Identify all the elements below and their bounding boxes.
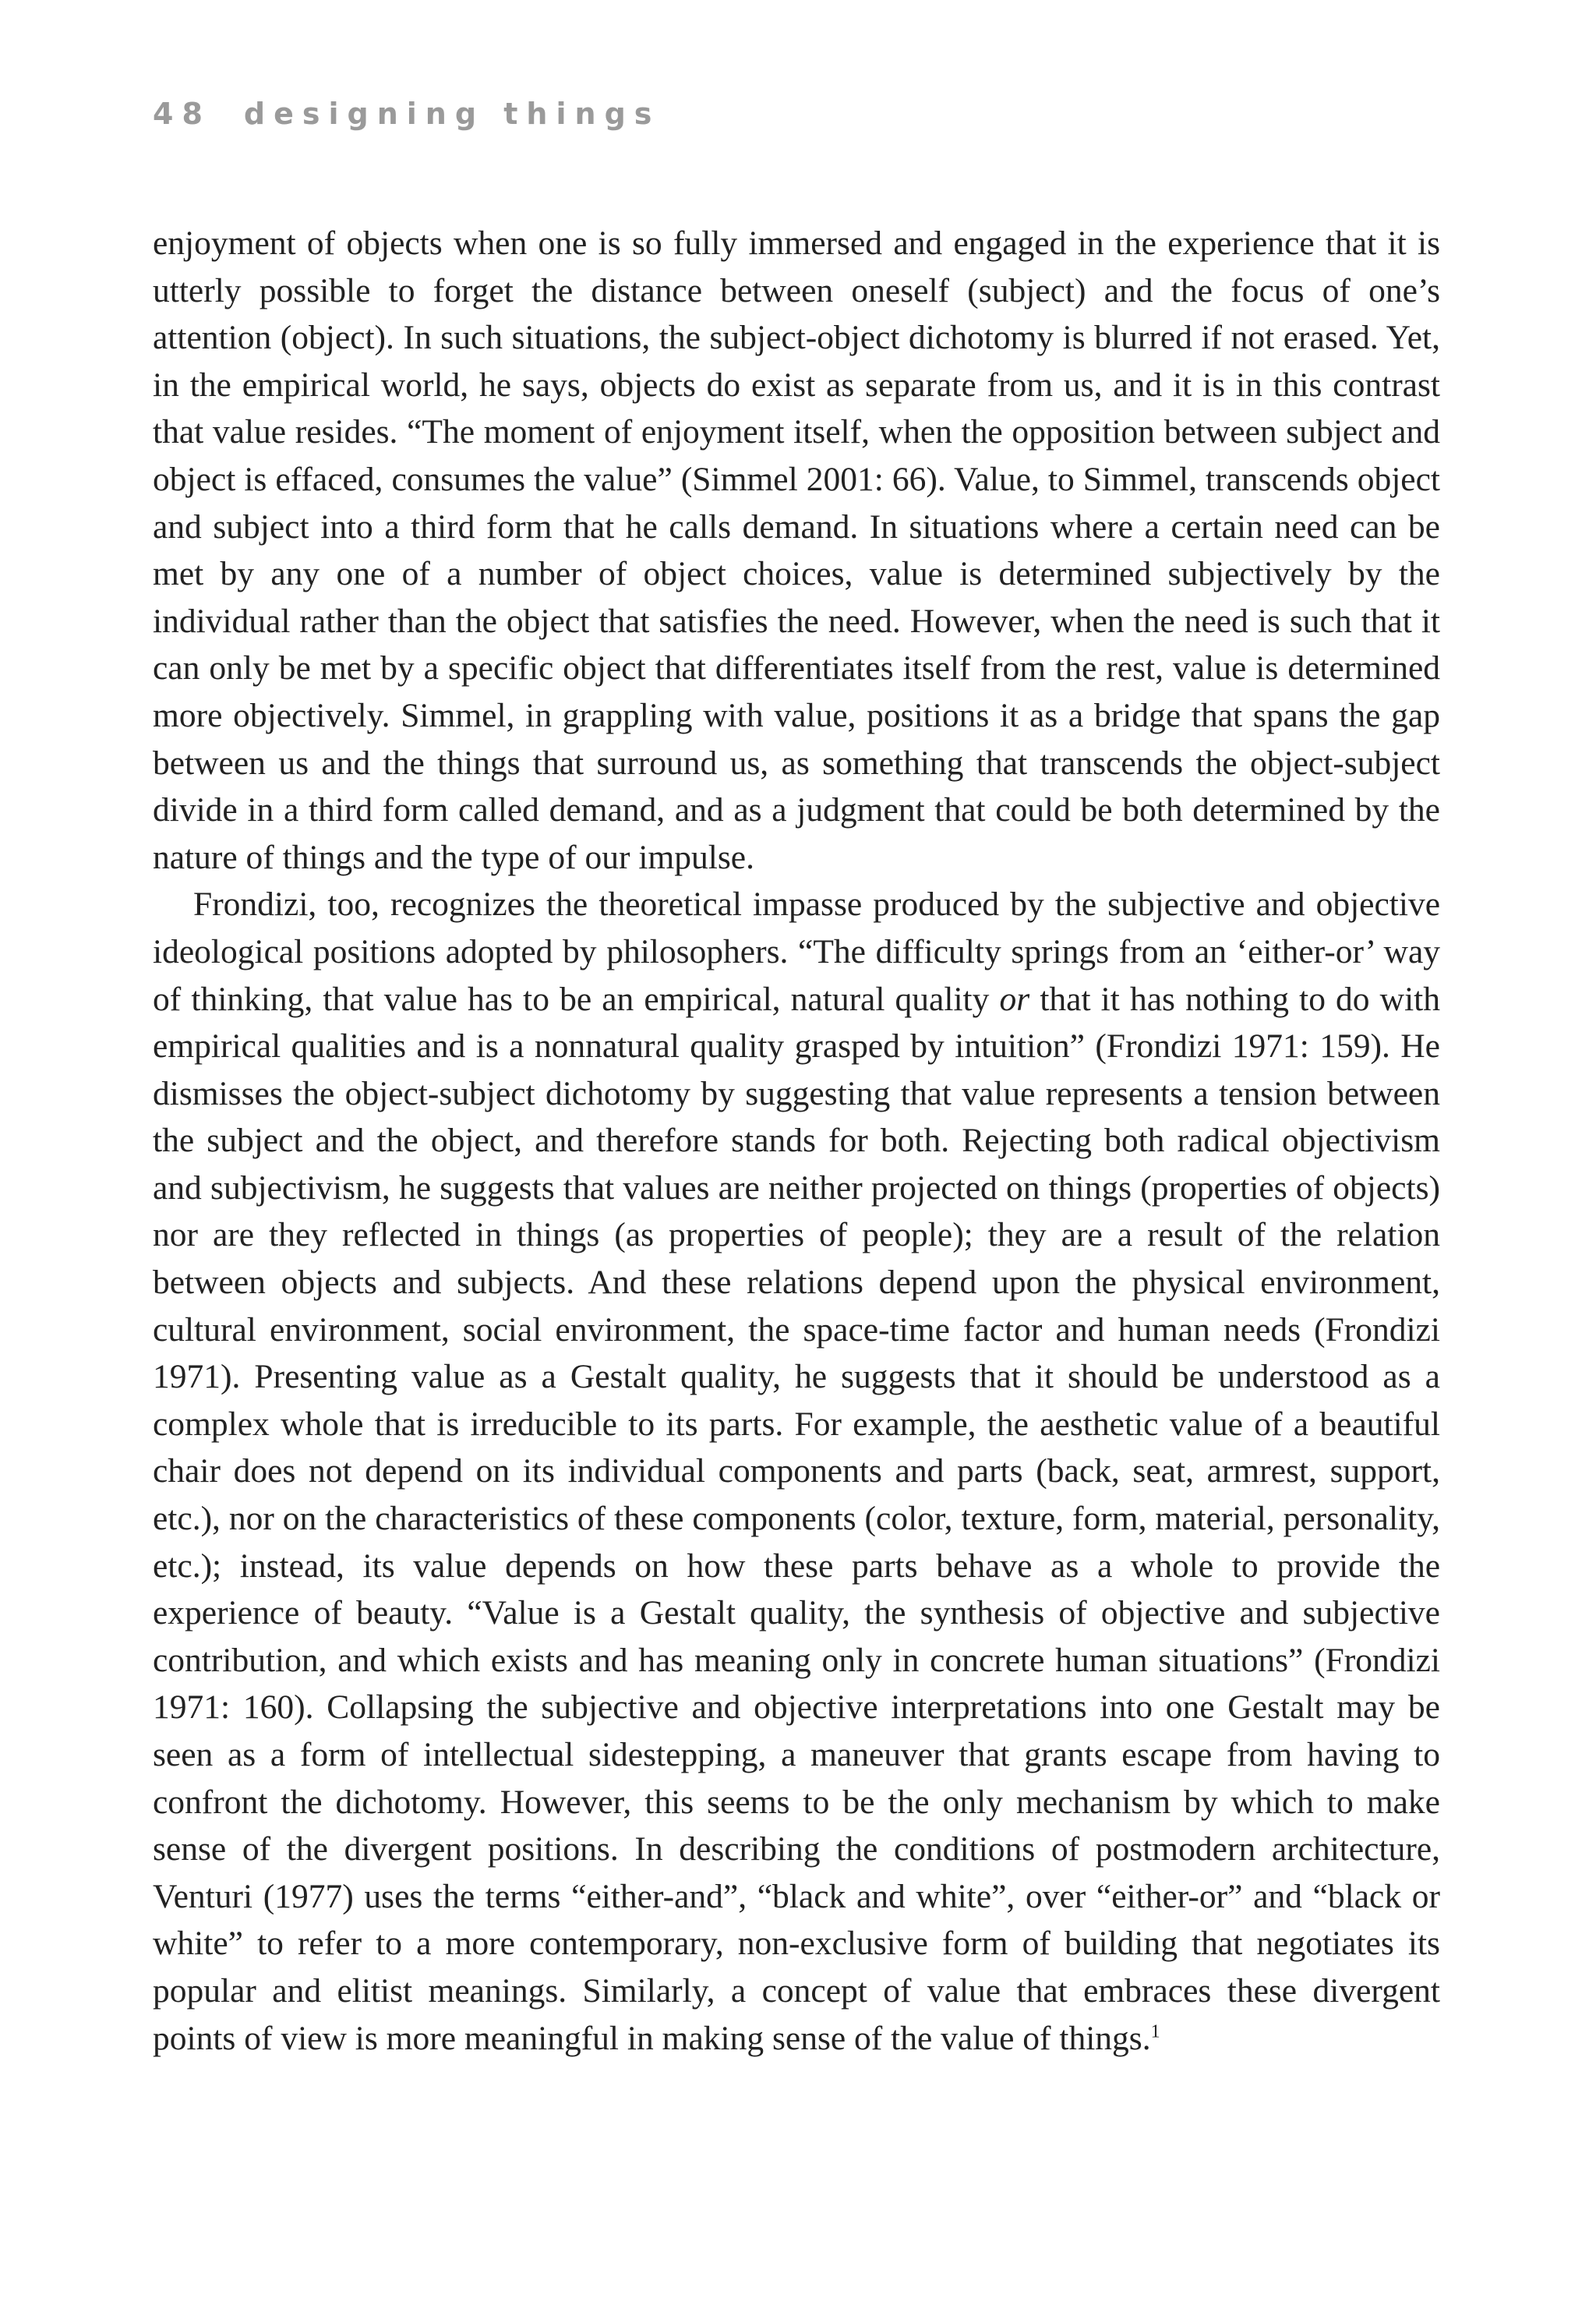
body-text xyxy=(153,220,1440,2062)
page-number: 48 xyxy=(153,97,211,131)
paragraph-2-text-b: that it has nothing to do with empirical qualities and is a nonnatural quality grasped by intuition” (Frondizi 1971: 159). He dismisses the object-subject dichotomy by suggesting that value represents a tension between the subject and the object, and therefore stands for both. Rejecting both radical objectivism and subjectivism, he suggests that values are neither projected on things (properties of objects) nor are they reflected in things (as properties of people); they are a result of the relation between objects and subjects. And these relations depend upon the physical environment, cultural environment, social environment, the space-time factor and human needs (Frondizi 1971). Presenting value as a Gestalt quality, he suggests that it should be understood as a complex whole that is irreducible to its parts. For example, the aesthetic value of a beautiful chair does not depend on its individual components and parts (back, seat, armrest, support, etc.), nor on the characteristics of these components (color, texture, form, material, personality, etc.); instead, its value depends on how these parts behave as a whole to provide the experience of beauty. “Value is a Gestalt quality, the synthesis of objective and subjective contribution, and which exists and has meaning only in concrete human situations” (Frondizi 1971: 160). Collapsing the subjective and objective interpretations into one Gestalt may be seen as a form of intellectual sidestepping, a maneuver that grants escape from having to confront the dichotomy. However, this seems to be the only mechanism by which to make sense of the divergent positions. In describing the conditions of postmodern architecture, Venturi (1977) uses the terms “either-and”, “black and white”, over “either-or” and “black or white” to refer to a more contemporary, non-exclusive form of building that negotiates its popular and elitist meanings. Similarly, a concept of value that embraces these divergent points of view is more meaningful in making sense of the value of things. xyxy=(153,980,1441,2057)
running-head xyxy=(153,97,660,131)
paragraph-continuation xyxy=(153,220,1440,881)
running-title: designing things xyxy=(243,97,661,131)
paragraph-2-text-a: Frondizi, too, recognizes the theoretical impasse produced by the subjective and objective ideological positions adopted by philosophers. “The difficulty springs from an ‘either-or’ way of thinking, that value has to be an empirical, natural quality xyxy=(153,886,1440,1018)
footnote-marker[interactable]: 1 xyxy=(1150,2021,1160,2042)
italic-or: or xyxy=(999,980,1030,1018)
paragraph-frondizi xyxy=(153,881,1440,2062)
paragraph-1-text: enjoyment of objects when one is so fully immersed and engaged in the experience that it is utterly possible to forget the distance between oneself (subject) and the focus of one’s attention (object). In such situations, the subject-object dichotomy is blurred if not erased. Yet, in the empirical world, he says, objects do exist as separate from us, and it is in this contrast that value resides. “The moment of enjoyment itself, when the opposition between subject and object is effaced, consumes the value” (Simmel 2001: 66). Value, to Simmel, transcends object and subject into a third form that he calls demand. In situations where a certain need can be met by any one of a number of object choices, value is determined subjectively by the individual rather than the object that satisfies the need. However, when the need is such that it can only be met by a specific object that differentiates itself from the rest, value is determined more objectively. Simmel, in grappling with value, positions it as a bridge that spans the gap between us and the things that surround us, as something that transcends the object-subject divide in a third form called demand, and as a judgment that could be both determined by the nature of things and the type of our impulse. xyxy=(153,224,1440,876)
